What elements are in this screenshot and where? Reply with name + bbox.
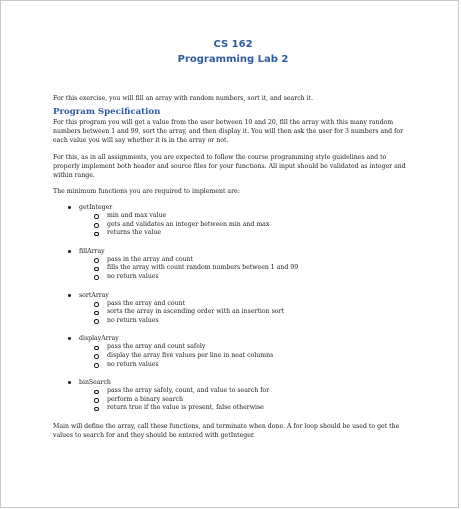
circle-bullet-icon bbox=[94, 275, 99, 280]
detail-item bbox=[79, 387, 413, 396]
detail-text: sorts the array in ascending order with an insertion sort bbox=[107, 308, 284, 316]
detail-item bbox=[79, 317, 413, 326]
circle-bullet-icon bbox=[94, 363, 99, 368]
intro-paragraph: For this exercise, you will fill an array with random numbers, sort it, and search it. bbox=[53, 95, 314, 102]
function-details bbox=[79, 256, 413, 282]
circle-bullet-icon bbox=[94, 311, 99, 316]
detail-text: min and max value bbox=[107, 212, 167, 219]
circle-bullet-icon bbox=[94, 398, 99, 403]
circle-bullet-icon bbox=[94, 407, 99, 412]
detail-item bbox=[79, 343, 413, 352]
function-item-fillarray bbox=[53, 247, 413, 282]
function-item-binsearch bbox=[53, 378, 413, 413]
circle-bullet-icon bbox=[94, 223, 99, 228]
detail-text: perform a binary search bbox=[107, 395, 184, 403]
bullet-icon bbox=[68, 381, 71, 384]
detail-text: no return values bbox=[107, 360, 159, 368]
detail-text: pass the array safely, count, and value to search for bbox=[107, 387, 270, 395]
detail-item bbox=[79, 264, 413, 273]
detail-item bbox=[79, 404, 413, 413]
function-details bbox=[79, 212, 413, 238]
function-name: sortArray bbox=[79, 291, 109, 299]
detail-text: pass the array and count safely bbox=[107, 343, 206, 351]
bullet-icon bbox=[68, 294, 71, 297]
detail-text: no return values bbox=[107, 316, 159, 324]
function-details bbox=[79, 387, 413, 413]
function-name: getInteger bbox=[79, 204, 113, 211]
detail-item bbox=[79, 273, 413, 282]
function-item-sortarray bbox=[53, 291, 413, 326]
document-content bbox=[53, 37, 413, 440]
spec-paragraph: For this program you will get a value from the user between 10 and 20, fill the array with this many random numbers between 1 and 99, sort the array, and then display it. You will then ask the user for 3 numbers and for each value you will say whether it is in the array or not. bbox=[53, 119, 404, 144]
circle-bullet-icon bbox=[94, 354, 99, 359]
detail-text: display the array five values per line in neat columns bbox=[107, 351, 274, 359]
detail-item bbox=[79, 361, 413, 370]
course-title: CS 162 bbox=[213, 39, 253, 50]
detail-item bbox=[79, 229, 413, 238]
closing-paragraph: Main will define the array, call these functions, and terminate when done. A for loop should be used to get the values to search for and they should be entered with getInteger. bbox=[53, 422, 400, 439]
circle-bullet-icon bbox=[94, 302, 99, 307]
function-item-displayarray bbox=[53, 334, 413, 369]
circle-bullet-icon bbox=[94, 319, 99, 324]
detail-item bbox=[79, 300, 413, 309]
bullet-icon bbox=[68, 250, 71, 253]
circle-bullet-icon bbox=[94, 267, 99, 272]
detail-text: pass the array and count bbox=[107, 299, 186, 307]
detail-text: gets and validates an integer between min and max bbox=[107, 220, 270, 228]
detail-item bbox=[79, 256, 413, 265]
circle-bullet-icon bbox=[94, 258, 99, 263]
function-name: binSearch bbox=[79, 379, 111, 387]
circle-bullet-icon bbox=[94, 390, 99, 395]
circle-bullet-icon bbox=[94, 214, 99, 219]
circle-bullet-icon bbox=[94, 346, 99, 351]
function-name: displayArray bbox=[79, 335, 119, 343]
function-list bbox=[53, 203, 413, 413]
lab-title: Programming Lab 2 bbox=[177, 54, 289, 65]
bullet-icon bbox=[68, 206, 71, 209]
function-item-getinteger bbox=[53, 203, 413, 238]
function-details bbox=[79, 300, 413, 326]
bullet-icon bbox=[68, 337, 71, 340]
function-name: fillArray bbox=[79, 247, 105, 255]
detail-item bbox=[79, 352, 413, 361]
detail-item bbox=[79, 396, 413, 405]
detail-item bbox=[79, 221, 413, 230]
detail-text: returns the value bbox=[107, 229, 162, 237]
detail-item bbox=[79, 212, 413, 221]
detail-text: pass in the array and count bbox=[107, 255, 194, 263]
circle-bullet-icon bbox=[94, 232, 99, 237]
detail-text: fills the array with count random numbers between 1 and 99 bbox=[107, 264, 299, 272]
minimum-functions-paragraph: The minimum functions you are required to implement are: bbox=[53, 188, 240, 195]
guidelines-paragraph: For this, as in all assignments, you are expected to follow the course programming style guidelines and to properly implement both header and source files for your functions. All input should be validated as integer and within range. bbox=[53, 154, 406, 179]
detail-item bbox=[79, 308, 413, 317]
function-details bbox=[79, 343, 413, 369]
spec-heading: Program Specification bbox=[53, 107, 161, 117]
detail-text: return true if the value is present, false otherwise bbox=[107, 404, 264, 412]
detail-text: no return values bbox=[107, 272, 159, 280]
